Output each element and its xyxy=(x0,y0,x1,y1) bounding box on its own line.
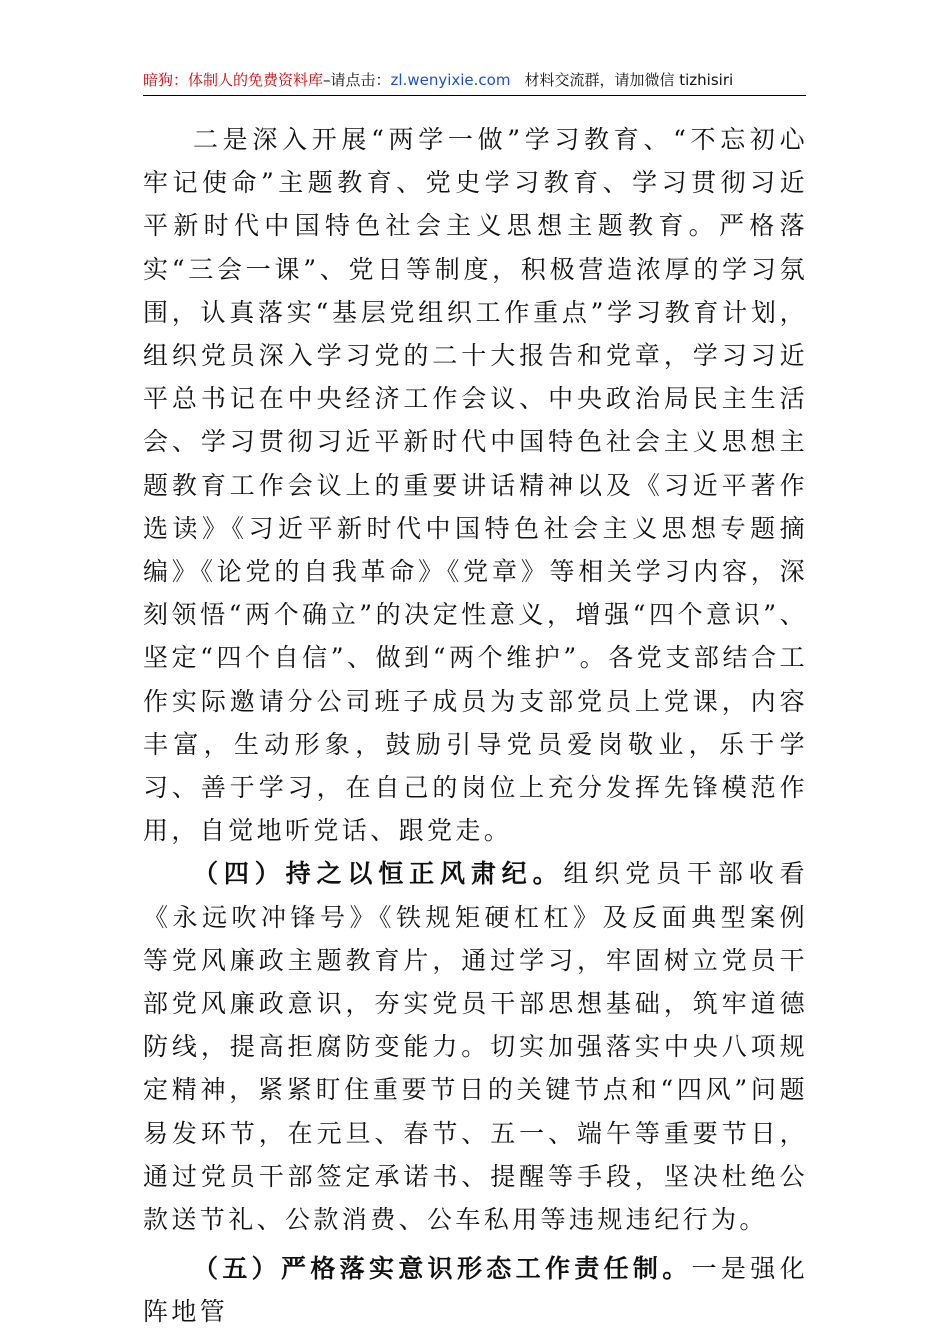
paragraph-study-education: 二是深入开展“两学一做”学习教育、“不忘初心 牢记使命”主题教育、党史学习教育、学习贯彻习近平新时代中国特色社会主义思想主题教育。严格落实“三会一课”、党日等制度，积极营造浓厚的学习氛围，认真落实“基层党组织工作重点”学习教育计划，组织党员深入学习党的二十大报告和党章，学习习近平总书记在中央经济工作会议、中央政治局民主生活会、学习贯彻习近平新时代中国特色社会主义思想主题教育工作会议上的重要讲话精神以及《习近平著作选读》《习近平新时代中国特色社会主义思想专题摘编》《论党的自我革命》《党章》等相关学习内容，深刻领悟“两个确立”的决定性意义，增强“四个意识”、坚定“四个自信”、做到“两个维护”。各党支部结合工作实际邀请分公司班子成员为支部党员上党课，内容丰富，生动形象，鼓励引导党员爱岗敬业，乐于学习、善于学习，在自己的岗位上充分发挥先锋模范作用，自觉地听党话、跟党走。 xyxy=(143,125,808,846)
paragraph-ideology xyxy=(143,1247,808,1333)
click-prompt: –请点击： xyxy=(323,71,391,89)
page-header xyxy=(143,66,806,96)
site-name: 暗狗：体制人的免费资料库 xyxy=(143,71,324,89)
paragraph-discipline-text: 组织党员干部收看《永远吹冲锋号》《铁规矩硬杠杠》及反面典型案例等党风廉政主题教育片，通过学习，牢固树立党员干部党风廉政意识，夯实党员干部思想基础，筑牢道德防线，提高拒腐防变能力。切实加强落实中央八项规定精神，紧紧盯住重要节日的关键节点和“四风”问题易发环节，在元旦、春节、五一、端午等重要节日，通过党员干部签定承诺书、提醒等手段，坚决杜绝公款送节礼、公款消费、公车私用等违规违纪行为。 xyxy=(143,859,808,1235)
section-heading-five: （五）严格落实意识形态工作责任制。 xyxy=(193,1254,692,1284)
paragraph-discipline xyxy=(143,852,808,1241)
document-body xyxy=(143,118,808,1334)
paragraph-ideology-text: 一是强化阵地管 xyxy=(143,1254,808,1327)
wechat-group-note: 材料交流群，请加微信 tizhisiri xyxy=(524,71,734,89)
site-url-link[interactable]: zl.wenyixie.com xyxy=(390,71,511,89)
section-heading-four: （四）持之以恒正风肃纪。 xyxy=(193,859,564,889)
